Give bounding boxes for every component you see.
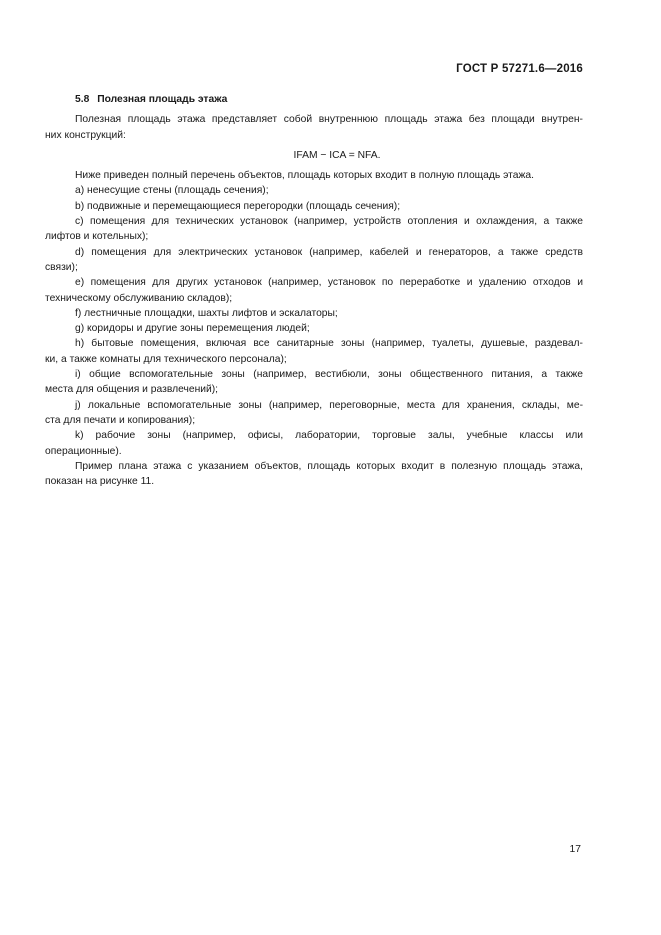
item-k [45, 428, 583, 459]
closing-line-1: Пример плана этажа с указанием объектов, площадь которых входит в полезную площадь этажа, [75, 460, 583, 472]
item-f [45, 306, 583, 321]
intro-line-1: Полезная площадь этажа представляет собой внутреннюю площадь этажа без площади внутрен- [75, 114, 583, 126]
item-line-continued: операционные). [45, 445, 122, 457]
item-line: f) лестничные площадки, шахты лифтов и эскалаторы; [75, 307, 338, 319]
item-line: e) помещения для других установок (например, установок по переработке и удалению отходов и [75, 277, 583, 289]
item-d [45, 245, 583, 276]
item-line-continued: ста для печати и копирования); [45, 414, 196, 426]
item-j [45, 398, 583, 429]
item-line-continued: места для общения и развлечений); [45, 384, 219, 396]
page-content [45, 92, 583, 489]
item-c [45, 214, 583, 245]
item-line-continued: ки, а также комнаты для технического персонала); [45, 353, 287, 365]
item-line: i) общие вспомогательные зоны (например, вестибюли, зоны общественного питания, а также [75, 369, 583, 381]
section-heading [75, 92, 583, 107]
item-line: d) помещения для электрических установок (например, кабелей и генераторов, а также средств [75, 246, 583, 258]
item-line: b) подвижные и перемещающиеся перегородки (площадь сечения); [75, 200, 401, 212]
section-number: 5.8 [75, 94, 90, 105]
closing-line-2: показан на рисунке 11. [45, 476, 155, 488]
item-line: c) помещения для технических установок (например, устройств отопления и охлаждения, а также [75, 216, 583, 228]
section-body [45, 112, 583, 489]
item-i [45, 367, 583, 398]
item-line-continued: техническому обслуживанию складов); [45, 292, 233, 304]
intro-line-2: них конструкций: [45, 129, 126, 141]
item-g [45, 321, 583, 336]
formula: IFAM − ICA = NFA. [293, 149, 381, 161]
item-h [45, 336, 583, 367]
item-e [45, 275, 583, 306]
item-line: j) локальные вспомогательные зоны (например, переговорные, места для хранения, склады, ме- [75, 399, 583, 411]
item-b [45, 199, 583, 214]
document-standard-header: ГОСТ Р 57271.6—2016 [456, 63, 583, 75]
list-intro: Ниже приведен полный перечень объектов, площадь которых входит в полную площадь этажа. [75, 170, 534, 182]
item-line-continued: лифтов и котельных); [45, 231, 149, 243]
item-line: g) коридоры и другие зоны перемещения людей; [75, 323, 310, 335]
section-title: Полезная площадь этажа [97, 94, 228, 105]
page-number: 17 [569, 844, 581, 855]
item-a [45, 183, 583, 198]
item-line-continued: связи); [45, 261, 78, 273]
item-line: k) рабочие зоны (например, офисы, лаборатории, торговые залы, учебные классы или [75, 430, 583, 442]
item-line: h) бытовые помещения, включая все санитарные зоны (например, туалеты, душевые, раздевал- [75, 338, 583, 350]
item-line: a) ненесущие стены (площадь сечения); [75, 185, 269, 197]
